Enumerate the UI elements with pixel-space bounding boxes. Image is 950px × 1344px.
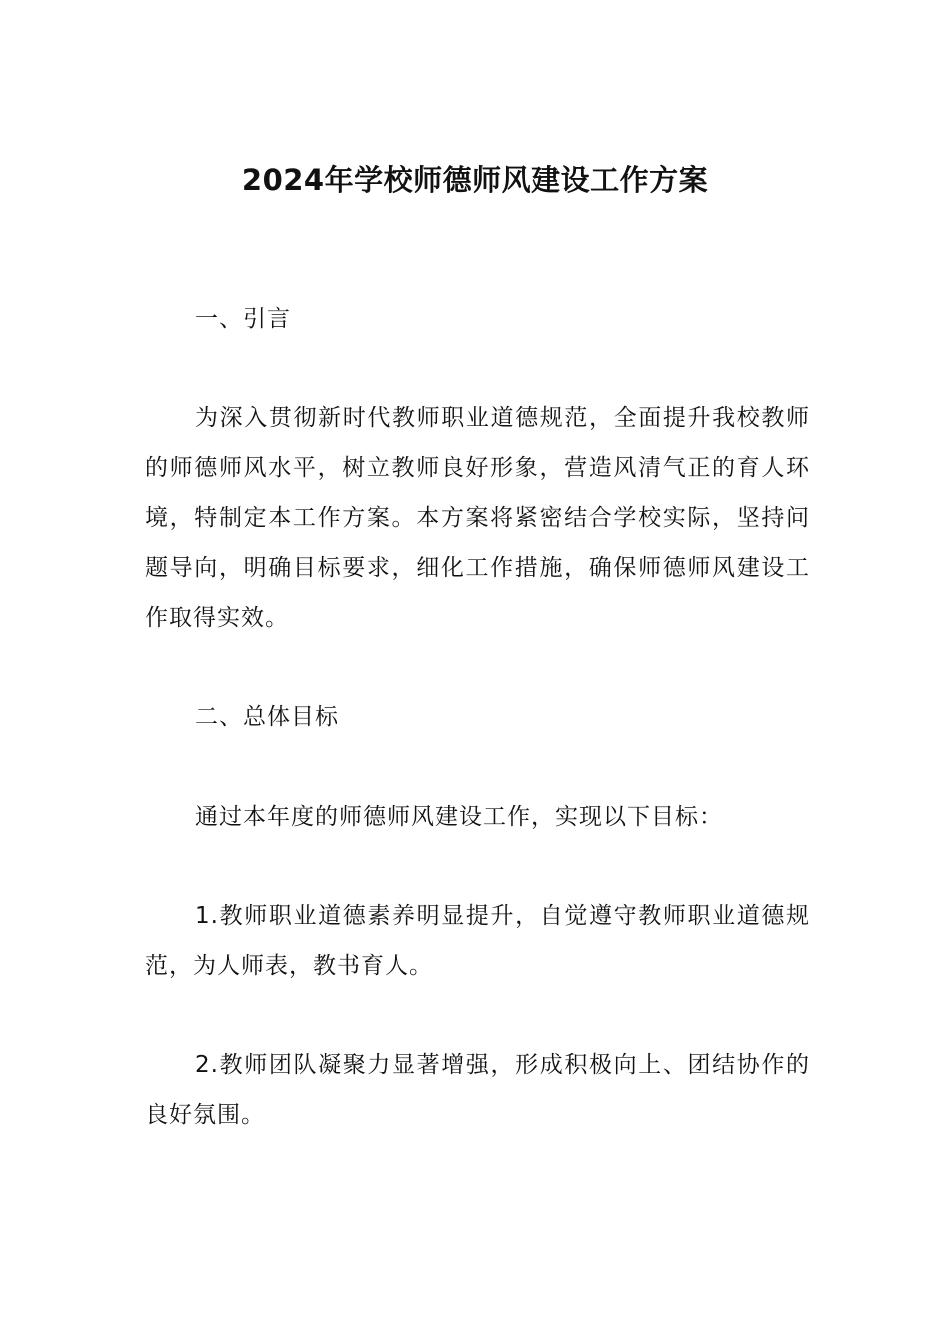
section-heading-introduction: 一、引言 [195, 306, 291, 332]
goal-item-2: 2.教师团队凝聚力显著增强，形成积极向上、团结协作的良好氛围。 [145, 1052, 810, 1128]
goal-item-1: 1.教师职业道德素养明显提升，自觉遵守教师职业道德规范，为人师表，教书育人。 [145, 903, 810, 979]
introduction-paragraph: 为深入贯彻新时代教师职业道德规范，全面提升我校教师的师德师风水平，树立教师良好形象，营造风清气正的育人环境，特制定本工作方案。本方案将紧密结合学校实际，坚持问题导向，明确目标要求，细化工作措施，确保师德师风建设工作取得实效。 [145, 405, 810, 631]
document-title: 2024年学校师德师风建设工作方案 [241, 163, 709, 197]
goals-intro-paragraph: 通过本年度的师德师风建设工作，实现以下目标： [195, 804, 723, 830]
section-heading-overall-goals: 二、总体目标 [195, 704, 339, 730]
